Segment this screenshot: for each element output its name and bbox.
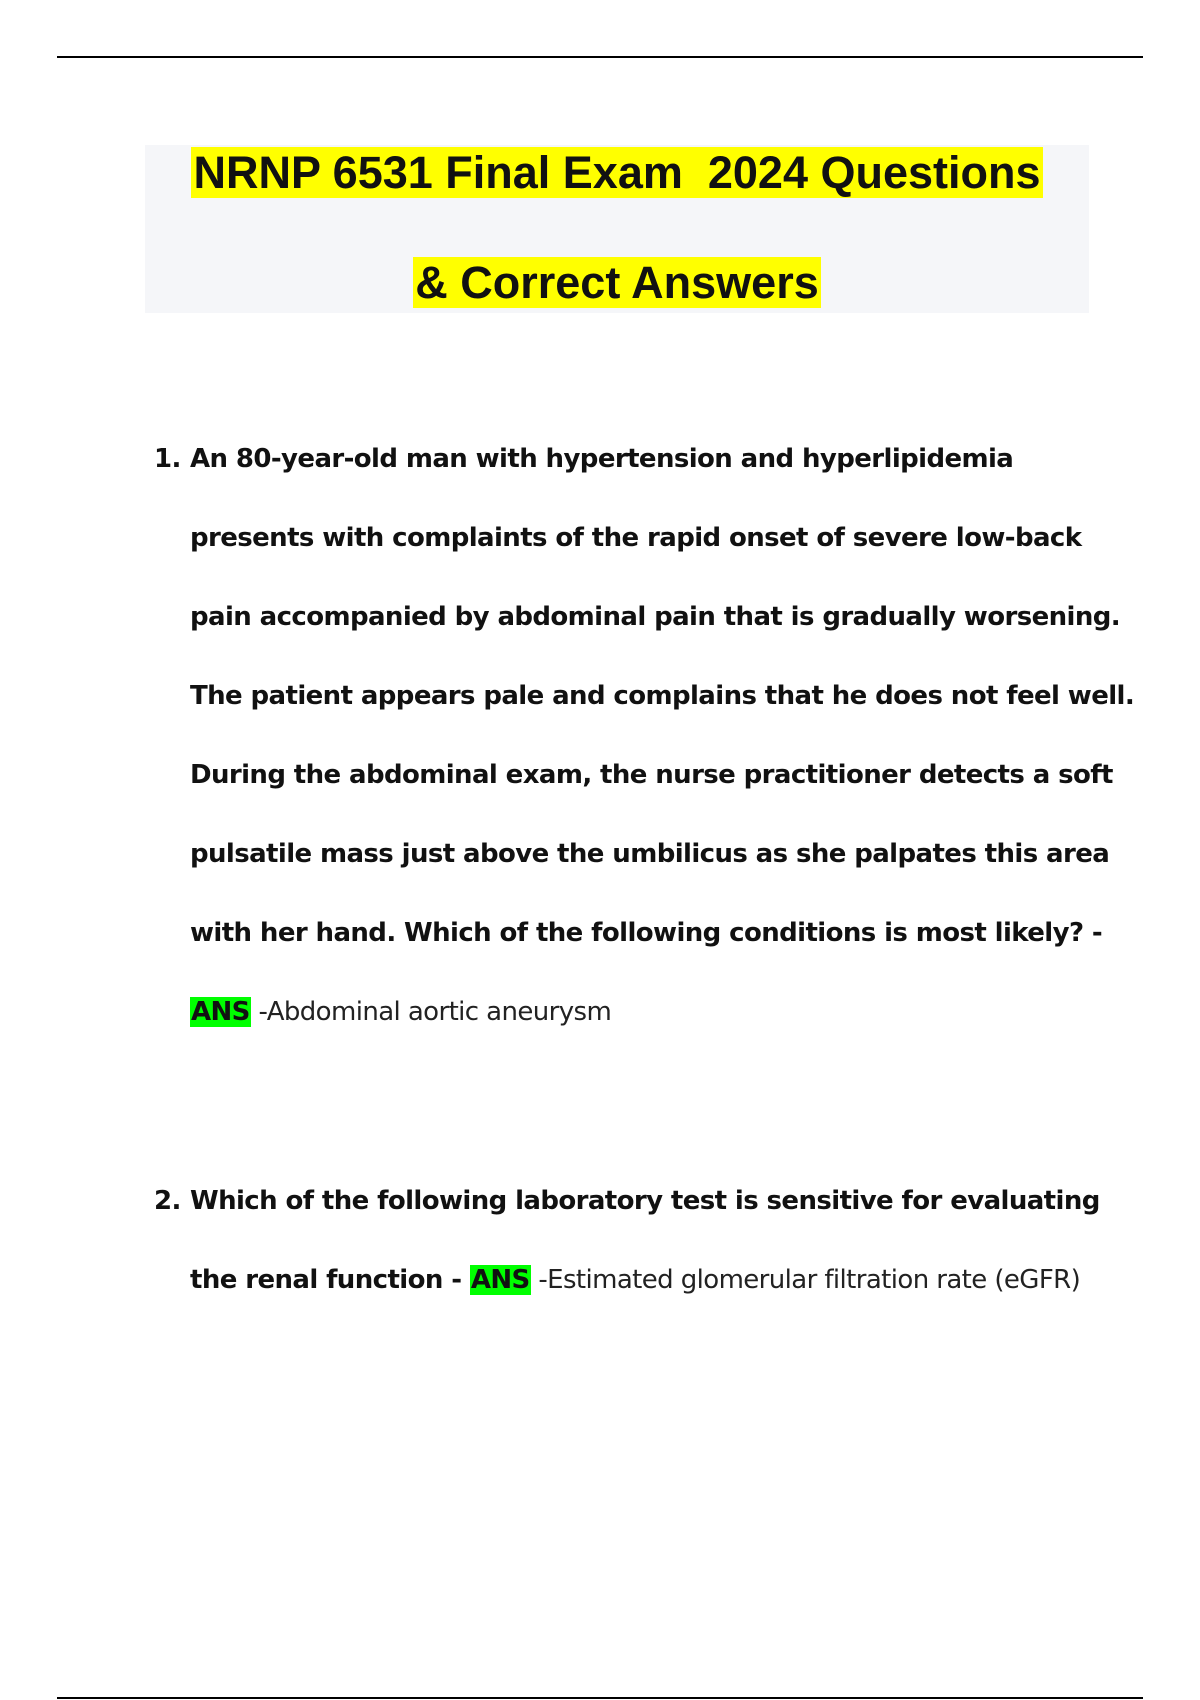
question-text-line: the renal function - — [190, 1265, 470, 1295]
question-text-line: with her hand. Which of the following conditions is most likely? - — [190, 918, 1103, 948]
question-text-line: The patient appears pale and complains that he does not feel well. — [190, 681, 1135, 711]
footer-rule — [57, 1697, 1143, 1699]
answer-text: -Estimated glomerular filtration rate (eGFR) — [530, 1265, 1081, 1295]
question-1 — [154, 420, 1135, 1052]
document-title — [145, 145, 1089, 313]
question-number: 2. — [154, 1186, 181, 1216]
answer-line — [190, 973, 1104, 1052]
title-line-1: NRNP 6531 Final Exam 2024 Questions — [193, 147, 1041, 198]
question-number: 1. — [154, 444, 181, 474]
answer-tag: ANS — [191, 997, 250, 1027]
answer-text: -Abdominal aortic aneurysm — [250, 997, 612, 1027]
question-text-line: An 80-year-old man with hypertension and hyperlipidemia — [190, 444, 1014, 474]
question-text-line: pulsatile mass just above the umbilicus as she palpates this area — [190, 839, 1110, 869]
question-text-line: Which of the following laboratory test is sensitive for evaluating — [190, 1186, 1100, 1216]
answer-line — [190, 1241, 1104, 1320]
question-2 — [154, 1162, 1104, 1320]
answer-tag: ANS — [470, 1265, 530, 1295]
question-text-line: presents with complaints of the rapid onset of severe low-back — [190, 523, 1082, 553]
question-text-line: During the abdominal exam, the nurse practitioner detects a soft — [190, 760, 1113, 790]
header-rule — [57, 56, 1143, 58]
title-line-2: & Correct Answers — [415, 257, 819, 308]
question-text-line: pain accompanied by abdominal pain that is gradually worsening. — [190, 602, 1121, 632]
